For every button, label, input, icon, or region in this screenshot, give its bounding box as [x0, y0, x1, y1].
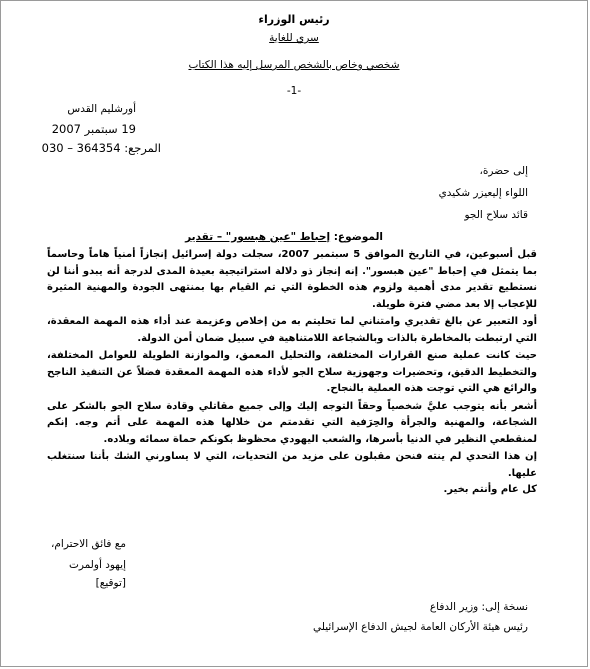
letter-date: 19 سبتمبر 2007	[51, 122, 136, 136]
signatory-name: إيهود أولمرت	[68, 559, 126, 571]
personal-confidential-line: شخصي وخاص بالشخص المرسل إليه هذا الكتاب	[188, 59, 400, 71]
subject-label: الموضوع:	[333, 231, 383, 243]
copy-to-line: نسخة إلى: وزير الدفاع	[429, 601, 528, 613]
body-paragraph-3: حيث كانت عملية صنع القرارات المختلفة، والتحليل المعمق، والموازنة الطويلة للعوامل المختلفة، والتخطيط الدقيق، وتحضيرات وجهوزية سلاح الجو لأداء هذه المهمة المعقدة فضلاً عن التنفيذ الناجح والرائع هي التي توجت هذه العملية بالنجاح.	[47, 350, 537, 394]
body-paragraph-1: قبل أسبوعين، في التاريخ الموافق 5 سبتمبر 2007، سجلت دولة إسرائيل إنجازاً أمنياً هاماً وحاسماً بما يتمثل في إحباط "عين هبسور". إنه إنجاز ذو دلالة استراتيجية بعيدة المدى لدرجة أنه يبدو أننا لن نستطيع تقدير مدى أهمية ولزوم هذه الخطوة التي تم القيام بها بمنتهى الجودة والمهنية المثيرة للإعجاب إلا بعد مضي فترة طويلة.	[47, 249, 537, 310]
body-paragraph-4: أشعر بأنه يتوجب عليَّ شخصياً وحقاً التوجه إليك وإلى جميع مقاتلي وقادة سلاح الجو بالشكر على الشجاعة، والمهنية والجرأة والحِرَفية التي تقدمتم من خلالها هذه المهمة على أتم وجه. إنكم لمنقطعي النظير في الدنيا بأسرها، والشعب اليهودي محظوظ بكونكم حماة سمائه وبلاده.	[47, 400, 537, 445]
recipient-title: قائد سلاح الجو	[464, 209, 528, 221]
letter-body	[47, 247, 537, 499]
classification-label: سري للغاية	[269, 32, 319, 44]
closing-regards: مع فائق الاحترام،	[51, 538, 126, 550]
reference-number: 030 – 364354	[41, 141, 121, 155]
page-number: -1-	[286, 85, 302, 97]
copy-to-chief-of-staff: رئيس هيئة الأركان العامة لجيش الدفاع الإسرائيلي	[313, 621, 528, 633]
body-paragraph-2: أود التعبير عن بالغ تقديري وامتناني لما تحليتم به من إخلاص وعزيمة عند أداء هذه المهمة المعقدة، التي ارتبطت بالمخاطرة بالذات وبالشجاعة اللامتناهية في سبيل ضمان أمن الدولة.	[47, 316, 537, 344]
reference-label: المرجع:	[124, 141, 161, 155]
body-paragraph-6: كل عام وأنتم بخير.	[443, 484, 537, 495]
body-paragraph-5: إن هذا التحدي لم ينته فنحن مقبلون على مزيد من التحديات، التي لا يساورني الشك بأننا سنتغلب عليها.	[47, 451, 537, 479]
subject-line	[185, 231, 383, 243]
reference-line	[41, 141, 161, 155]
letter-city: أورشليم القدس	[67, 103, 136, 115]
signature-placeholder: [توقيع]	[95, 577, 126, 589]
subject-text: إحباط "عين هبسور" – تقدير	[185, 231, 331, 243]
letter-title: رئيس الوزراء	[258, 13, 330, 26]
recipient-to: إلى حضرة،	[479, 165, 528, 177]
recipient-name: اللواء إليعيزر شكيدي	[438, 187, 528, 199]
